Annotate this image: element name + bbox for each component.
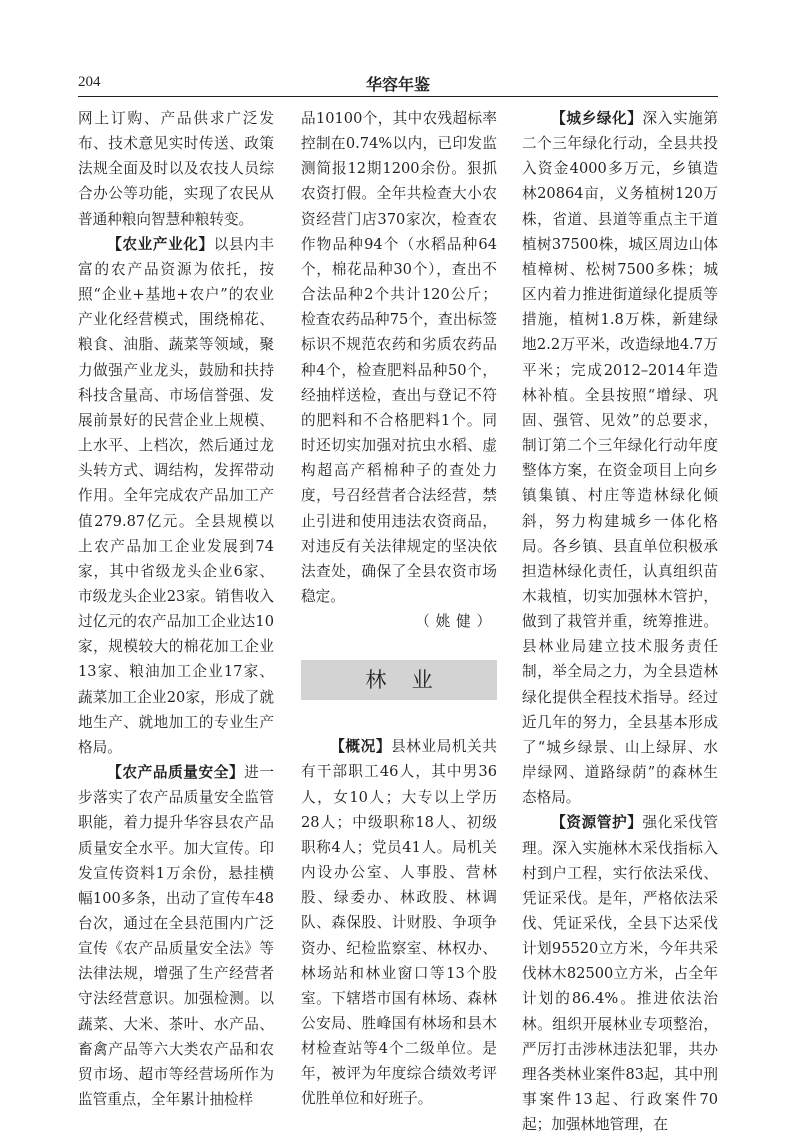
- section-heading: 【资源管护】: [551, 814, 643, 832]
- text-column-3: [522, 106, 718, 1137]
- paragraph-body: 以县内丰富的农产品资源为依托，按照“企业+基地+农户”的农业产业化经营模式，围绕棉花、粮食、油脂、蔬菜等领域，聚力做强产业龙头，鼓励和扶持科技含量高、市场信誉强、发展前景好的民营企业上规模、上水平、上档次，然后通过龙头转方式、调结构，发挥带动作用。全年完成农产品加工产值279.87亿元。全县规模以上农产品加工企业发展到74家，其中省级龙头企业6家、市级龙头企业23家。销售收入过亿元的农产品加工企业达10家，规模较大的棉花加工企业13家、粮油加工企业17家、蔬菜加工企业20家，形成了就地生产、就地加工的专业生产格局。: [78, 235, 274, 756]
- author-signature: （姚健）: [415, 613, 497, 631]
- paragraph-body: 县林业局机关共有干部职工46人，其中男36人，女10人；大专以上学历28人；中级职称18人、初级职称4人；党员41人。局机关内设办公室、人事股、营林股、绿委办、林政股、林调队、森保股、计财股、争项争资办、纪检监察室、林权办、林场站和林业窗口等13个股室。下辖塔市国有林场、森林公安局、胜峰国有林场和县木材检查站等4个二级单位。是年，被评为年度综合绩效考评优胜单位和好班子。: [301, 738, 497, 1108]
- section-title: 林业: [365, 667, 458, 692]
- paragraph-body: 强化采伐管理。深入实施林木采伐指标入村到户工程，实行依法采伐、凭证采伐。是年，严格依法采伐、凭证采伐，全县下达采伐计划95520立方米，今年共采伐林木82500立方米，占全年计划的86.4%。推进依法治林。组织开展林业专项整治，严厉打击涉林违法犯罪，共办理各类林业案件83起，其中刑事案件13起、行政案件70起；加强林地管理，在: [522, 814, 718, 1134]
- paragraph-body: 深入实施第二个三年绿化行动，全县共投入资金4000多万元，乡镇造林20864亩，义务植树120万株，省道、县道等重点主干道植树37500株，城区周边山体植樟树、松树7500多株；城区内着力推进街道绿化提质等措施，植树1.8万株，新建绿地2.2万平米，改造绿地4.7万平米；完成2012–2014年造林补植。全县按照“增绿、巩固、强管、见效”的总要求，制订第二个三年绿化行动年度整体方案，在资金项目上向乡镇集镇、村庄等造林绿化倾斜，努力构建城乡一体化格局。各乡镇、县直单位积极承担造林绿化责任，认真组织苗木栽植，切实加强林木管护，做到了栽管并重，统筹推进。县林业局建立技术服务责任制，举全局之力，为全县造林绿化提供全程技术指导。经过近几年的努力，全县基本形成了“城乡绿景、山上绿屏、水岸绿网、道路绿荫”的森林生态格局。: [522, 110, 718, 807]
- paragraph: [301, 734, 497, 1111]
- section-heading: 【概况】: [330, 738, 392, 756]
- paragraph: 网上订购、产品供求广泛发布、技术意见实时传送、政策法规全面及时以及农技人员综合办公等功能，实现了农民从普通种粮向智慧种粮转变。: [78, 110, 274, 228]
- section-heading: 【农产品质量安全】: [107, 764, 245, 782]
- paragraph: [78, 760, 274, 1112]
- page-number: 204: [78, 74, 101, 90]
- paragraph: 品10100个，其中农残超标率控制在0.74%以内，已印发监测简报12期1200余份。狠抓农资打假。全年共检查大小农资经营门店370家次，检查农作物品种94个（水稻品种64个，棉花品种30个），查出不合法品种2个共计120公斤；检查农药品种75个，查出标签标识不规范农药和劣质农药品种4个，检查肥料品种50个，经抽样送检，查出与登记不符的肥料和不合格肥料1个。同时还切实加强对抗虫水稻、虚构超高产稻棉种子的查处力度，号召经营者合法经营，禁止引进和使用违法农资商品，对违反有关法律规定的坚决依法查处，确保了全县农资市场稳定。: [301, 110, 497, 605]
- paragraph: [522, 106, 718, 810]
- text-column-1: [78, 106, 274, 1112]
- paragraph: [522, 810, 718, 1137]
- section-heading: 【农业产业化】: [107, 235, 214, 253]
- section-heading: 【城乡绿化】: [551, 110, 643, 127]
- text-column-2: [301, 106, 497, 1112]
- page-header: [78, 72, 718, 98]
- book-title: 华容年鉴: [365, 75, 430, 94]
- paragraph-body: 进一步落实了农产品质量安全监管职能，着力提升华容县农产品质量安全水平。加大宣传。印发宣传资料1万余份，悬挂横幅100多条，出动了宣传车48台次，通过在全县范围内广泛宣传《农产品质量安全法》等法律法规，增强了生产经营者守法经营意识。加强检测。以蔬菜、大米、茶叶、水产品、畜禽产品等六大类农产品和农贸市场、超市等经营场所作为监管重点，全年累计抽检样: [78, 764, 274, 1109]
- section-title-box: [301, 660, 497, 700]
- header-rule: [78, 96, 718, 97]
- paragraph: [78, 232, 274, 760]
